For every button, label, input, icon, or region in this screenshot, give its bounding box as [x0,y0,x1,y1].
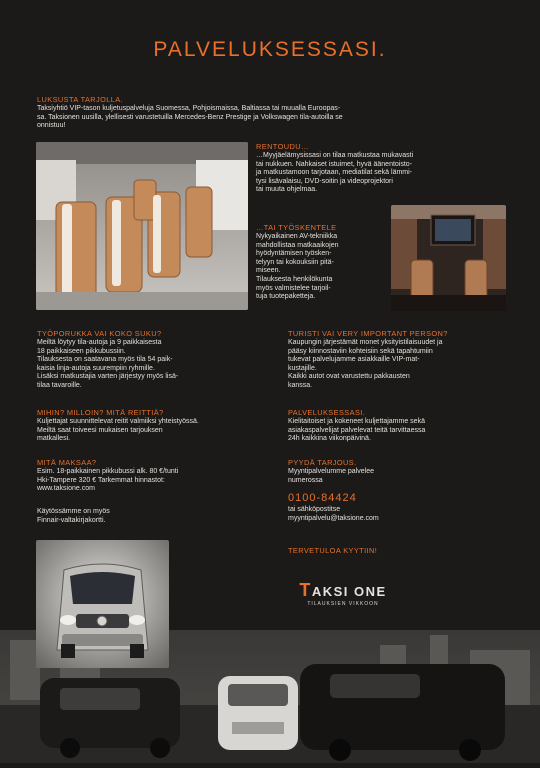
tyoporukka-line: 18 paikkaiseen pikkubussiin. [37,347,126,355]
maksaa-line: Esim. 18-paikkainen pikkubussi alk. 80 €/tunti [37,468,179,475]
tyoporukka-heading: TYÖPORUKKA VAI KOKO SUKU? [37,329,162,338]
turisti-line: Kaupungin järjestämät monet yksityistilaisuudet ja [288,339,443,346]
palveluksessasi-heading: PALVELUKSESSASI. [288,408,366,417]
milloin-text [37,418,199,444]
tyoskentele-text [256,233,339,302]
tyoporukka-line: Meiltä löytyy tila-autoja ja 9 paikkaisesta [37,339,162,346]
page-title: PALVELUKSESSASI. [153,38,387,61]
maksaa-extra-line: Finnair-valtakirjakortti. [37,516,106,524]
milloin-line: Meiltä saat toiveesi mukaisen tarjouksen [37,426,163,434]
van-photo [36,540,169,668]
palveluksessasi-line: Kielitaitoiset ja kokeneet kuljettajamme sekä [288,418,425,425]
intro-heading: LUKSUSTA TARJOLLA. [37,95,124,104]
maksaa-extra [37,508,110,525]
turisti-text [288,339,442,391]
tarjous-line: numerossa [288,476,323,484]
rentoudu-line: ja matkustamoon tarjotaan, mediatilat sekä lämmi- [256,169,413,177]
tyoporukka-line: Lisäksi matkustajia varten järjestyy myös lisä- [37,373,179,381]
intro-line: Taksiyhtiö VIP-tason kuljetuspalveluja Suomessa, Pohjoismaissa, Baltiassa tai muualla Euroopas- [37,105,341,112]
maksaa-extra-line: Käytössämme on myös [37,508,110,515]
tyoporukka-line: tilaa tavaroille. [37,381,82,389]
tyoskentele-line: myös valmistelee tarjoil- [256,284,331,292]
tyoskentele-line: telyyn tai kokouksiin pitä- [256,258,334,266]
intro-line: sa. Taksionen uusilla, ylellisesti varustetuilla Mercedes-Benz Prestige ja Volkswagen tila-autoilla se [37,113,343,121]
logo-letter: T [299,580,312,600]
maksaa-line: Hki-Tampere 320 € Tarkemmat hinnastot: [37,476,165,484]
turisti-line: pääsy kiinnostaviin kohteisiin sekä tapahtumiin [288,347,433,355]
tarjous-after-line: tai sähköpostitse [288,506,341,513]
palveluksessasi-line: asiakaspalvelijat palvelevat teitä tarvittaessa [288,426,426,434]
turisti-line: kustajille. [288,364,317,372]
tyoporukka-line: kaisia linja-autoja suurempiin ryhmille. [37,364,155,372]
tyoporukka-line: Tilauksesta on saatavana myös tila 54 paik- [37,356,173,364]
milloin-heading: MIHIN? MILLOIN? MITÄ REITTIÄ? [37,408,164,417]
tyoskentele-line: Tilauksesta henkilökunta [256,275,333,283]
tyoskentele-line: miseen. [256,267,281,275]
palveluksessasi-text [288,418,425,444]
rentoudu-line: …Myyjäelämysissasi on tilaa matkustaa mukavasti [256,152,414,159]
turisti-heading: TURISTI VAI VERY IMPORTANT PERSON? [288,329,448,338]
tarjous-after [288,506,379,523]
tyoskentele-line: hyödyntämisen työsken- [256,250,332,258]
tyoskentele-heading: …TAI TYÖSKENTELE [256,223,337,232]
tervetuloa-text: TERVETULOA KYYTIIN! [288,546,378,555]
palveluksessasi-line: 24h kaikkina viikonpäivinä. [288,435,371,443]
milloin-line: matkallesi. [37,435,71,443]
intro-text [37,105,343,131]
rentoudu-line: tysi lisävalaisu, DVD-soitin ja videoprojektori [256,177,393,185]
taksi-one-logo [288,580,398,607]
phone-number[interactable]: 0100-84424 [288,492,357,504]
maksaa-heading: MITÄ MAKSAA? [37,458,97,467]
logo-tagline: TILAUKSIEN VIKKOON [307,601,379,607]
rentoudu-line: tai muuta ohjelmaa. [256,186,318,194]
tyoskentele-line: Nykyaikainen AV-tekniikka [256,233,338,240]
office-photo [391,205,506,311]
maksaa-text [37,468,178,494]
rentoudu-text [256,152,413,195]
tyoskentele-line: tuja tuotepaketteja. [256,293,316,301]
interior-photo [36,142,248,310]
email-link[interactable]: myyntipalvelu@taksione.com [288,514,379,522]
turisti-line: tukevat palvelujamme asiakkaille VIP-mat- [288,356,420,364]
tarjous-heading: PYYDÄ TARJOUS. [288,458,357,467]
milloin-line: Kuljettajat suunnittelevat reitit valmiiksi yhteistyössä. [37,418,199,425]
intro-line: onnistuu! [37,122,66,130]
tarjous-line: Myyntipalvelumme palvelee [288,468,374,475]
logo-name: AKSI ONE [311,584,387,599]
rentoudu-heading: RENTOUDU… [256,142,309,151]
turisti-line: kanssa. [288,381,313,389]
tyoskentele-line: mahdollistaa matkaaikojen [256,241,339,249]
rentoudu-line: tai nukkuen. Nahkaiset istuimet, hyvä äänentoisto- [256,160,413,168]
tarjous-text [288,468,374,485]
turisti-line: Kaikki autot ovat varustettu pakkausten [288,373,410,381]
tyoporukka-text [37,339,178,391]
website-link[interactable]: www.taksione.com [37,485,95,493]
